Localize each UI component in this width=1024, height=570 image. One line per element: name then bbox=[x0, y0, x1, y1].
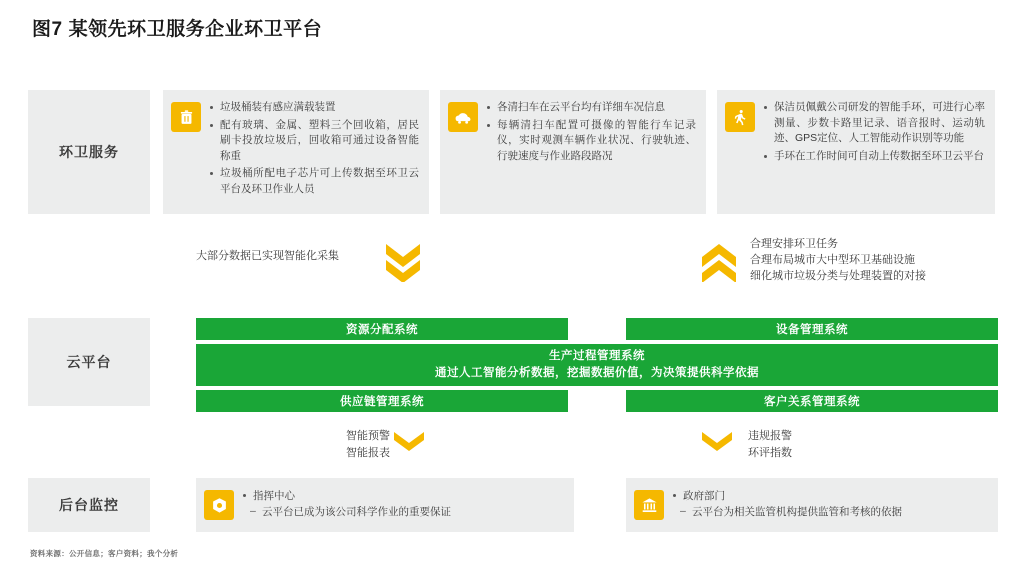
list-item-detail: – 云平台已成为该公司科学作业的重要保证 bbox=[242, 504, 451, 520]
cloud-bar-device: 设备管理系统 bbox=[626, 318, 998, 340]
list-item: 垃圾桶所配电子芯片可上传数据至环卫云平台及环卫作业人员 bbox=[209, 166, 419, 197]
list-item: 保洁员佩戴公司研发的智能手环，可进行心率测量、步数卡路里记录、语音报时、运动轨迹、GPS定位、人工智能动作识别等功能 bbox=[763, 100, 985, 147]
list-item-heading: 政府部门 bbox=[672, 488, 902, 504]
sub-label-left-line-2: 智能报表 bbox=[346, 447, 390, 459]
note-right-line-1: 合理安排环卫任务 bbox=[750, 238, 838, 250]
service-box-vehicle bbox=[440, 90, 706, 214]
chevron-down-icon bbox=[392, 430, 426, 452]
cloud-bar-production bbox=[196, 344, 998, 386]
chevron-down-icon bbox=[700, 430, 734, 452]
monitor-list bbox=[672, 488, 902, 522]
cloud-bar-customer: 客户关系管理系统 bbox=[626, 390, 998, 412]
chevron-down-icon bbox=[384, 242, 422, 282]
command-center-icon bbox=[204, 490, 234, 520]
service-box-trash bbox=[163, 90, 429, 214]
page-title bbox=[32, 14, 322, 41]
government-icon bbox=[634, 490, 664, 520]
note-right bbox=[750, 236, 1010, 284]
monitor-list bbox=[242, 488, 451, 522]
figure-number: 图7 bbox=[32, 19, 63, 40]
chevron-up-icon bbox=[700, 242, 738, 282]
list-item: 各清扫车在云平台均有详细车况信息 bbox=[486, 100, 696, 116]
trash-bin-icon bbox=[171, 102, 201, 132]
row-label-service: 环卫服务 bbox=[28, 90, 150, 214]
list-item: 每辆清扫车配置可摄像的智能行车记录仪，实时观测车辆作业状况、行驶轨迹、行驶速度与作业路段路况 bbox=[486, 118, 696, 165]
list-item: 配有玻璃、金属、塑料三个回收箱，居民刷卡投放垃圾后，回收箱可通过设备智能称重 bbox=[209, 118, 419, 165]
worker-icon bbox=[725, 102, 755, 132]
truck-icon bbox=[448, 102, 478, 132]
service-box-worker bbox=[717, 90, 995, 214]
list-item-heading: 指挥中心 bbox=[242, 488, 451, 504]
row-label-cloud: 云平台 bbox=[28, 318, 150, 406]
list-item: 手环在工作时间可自动上传数据至环卫云平台 bbox=[763, 149, 985, 165]
production-title: 生产过程管理系统 bbox=[549, 350, 645, 362]
note-right-line-3: 细化城市垃圾分类与处理装置的对接 bbox=[750, 270, 926, 282]
production-subtitle: 通过人工智能分析数据，挖掘数据价值，为决策提供科学依据 bbox=[435, 367, 759, 379]
monitor-box-command-center bbox=[196, 478, 574, 532]
sub-label-right-line-2: 环评指数 bbox=[748, 447, 792, 459]
sub-label-right-line-1: 违规报警 bbox=[748, 430, 792, 442]
cloud-bar-supply: 供应链管理系统 bbox=[196, 390, 568, 412]
sub-label-left bbox=[300, 428, 390, 462]
service-list bbox=[486, 100, 696, 204]
service-list bbox=[209, 100, 419, 204]
cloud-bar-resource: 资源分配系统 bbox=[196, 318, 568, 340]
service-list bbox=[763, 100, 985, 204]
list-item-detail: – 云平台为相关监管机构提供监管和考核的依据 bbox=[672, 504, 902, 520]
sub-label-right bbox=[748, 428, 868, 462]
note-left: 大部分数据已实现智能化采集 bbox=[196, 250, 339, 262]
figure-title-text: 某领先环卫服务企业环卫平台 bbox=[68, 19, 323, 40]
list-item: 垃圾桶装有感应满载装置 bbox=[209, 100, 419, 116]
source-note: 资料来源：公开信息；客户资料；我个分析 bbox=[30, 549, 179, 558]
sub-label-left-line-1: 智能预警 bbox=[346, 430, 390, 442]
row-label-monitor: 后台监控 bbox=[28, 478, 150, 532]
note-right-line-2: 合理布局城市大中型环卫基础设施 bbox=[750, 254, 915, 266]
monitor-box-government bbox=[626, 478, 998, 532]
